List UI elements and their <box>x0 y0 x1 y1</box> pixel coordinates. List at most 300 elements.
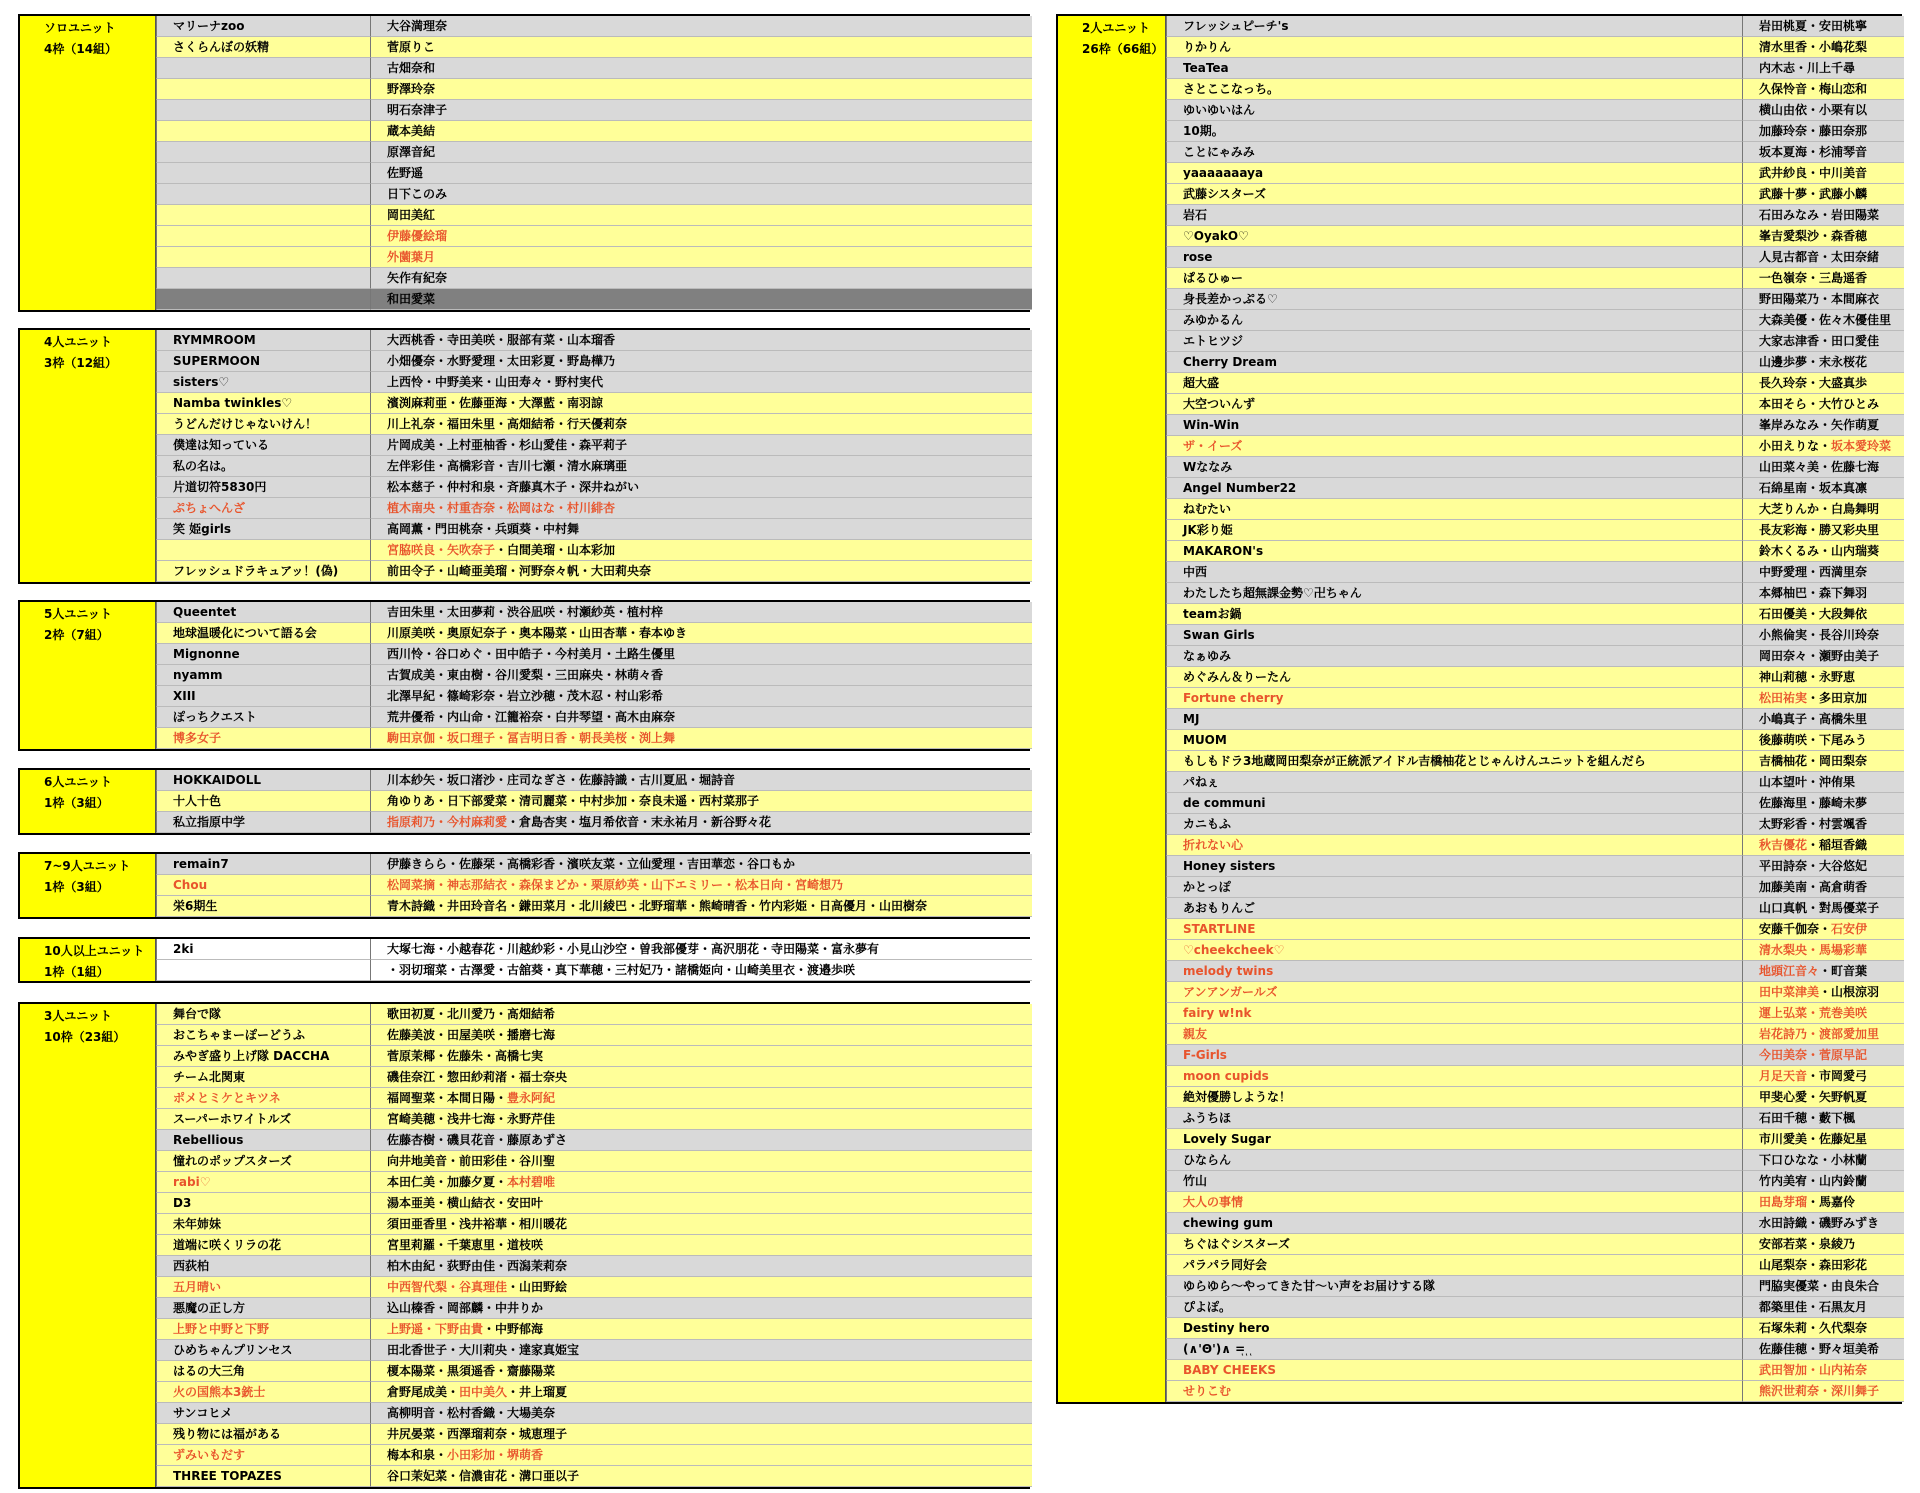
other-members: ・山田野絵 <box>507 1280 568 1294</box>
members-cell: 佐藤海里・藤崎未夢 <box>1742 793 1904 814</box>
members-cell: 蔵本美結 <box>370 121 1032 142</box>
members-cell: 石田みなみ・岩田陽菜 <box>1742 205 1904 226</box>
members-cell: 本郷柚巴・森下舞羽 <box>1742 583 1904 604</box>
members-cell: 上西怜・中野美来・山田寿々・野村実代 <box>370 372 1032 393</box>
members-cell: 加藤玲奈・藤田奈那 <box>1742 121 1904 142</box>
other-members: ・井上瑠夏 <box>507 1385 568 1399</box>
members-cell: 門脇実優菜・由良朱合 <box>1742 1276 1904 1297</box>
members-cell: 佐野遥 <box>370 163 1032 184</box>
unit-name-cell: 博多女子 <box>156 728 370 749</box>
unit-name-cell: MAKARON's <box>1166 541 1742 562</box>
group-title: ソロユニット <box>44 21 116 35</box>
members-cell: 明石奈津子 <box>370 100 1032 121</box>
unit-name-cell: ♡OyakO♡ <box>1166 226 1742 247</box>
group-label <box>1058 16 1166 1402</box>
unit-name-cell: もしもドラ3地蔵岡田梨奈が正統派アイドル吉橋柚花とじゃんけんユニットを組んだら <box>1166 751 1742 772</box>
members-cell: 宮里莉羅・千葉恵里・道枝咲 <box>370 1235 1032 1256</box>
group-label <box>20 770 156 833</box>
members-cell: 濱渕麻莉亜・佐藤亜海・大澤藍・南羽諒 <box>370 393 1032 414</box>
unit-name-cell: 私立指原中学 <box>156 812 370 833</box>
unit-name-cell: 栄6期生 <box>156 896 370 917</box>
unit-name-cell: THREE TOPAZES <box>156 1466 370 1487</box>
unit-name-cell: アンアンガールズ <box>1166 982 1742 1003</box>
unit-name-cell <box>156 121 370 142</box>
members-cell: 武田智加・山内祐奈 <box>1742 1360 1904 1381</box>
unit-name-cell: nyamm <box>156 665 370 686</box>
members-cell: 矢作有紀奈 <box>370 268 1032 289</box>
members-cell: 大西桃香・寺田美咲・服部有菜・山本瑠香 <box>370 330 1032 351</box>
members-cell <box>1742 835 1904 856</box>
unit-group-five <box>18 600 1030 751</box>
unit-group-seven <box>18 852 1030 919</box>
unit-name-cell: Namba twinkles♡ <box>156 393 370 414</box>
unit-name-cell: みやぎ盛り上げ隊 DACCHA <box>156 1046 370 1067</box>
members-cell: 武藤十夢・武藤小麟 <box>1742 184 1904 205</box>
unit-name-cell: 悪魔の正し方 <box>156 1298 370 1319</box>
unit-name-cell <box>156 289 370 310</box>
other-members: ・稲垣香織 <box>1807 838 1868 852</box>
members-cell: 左伴彩佳・高橋彩音・吉川七瀬・清水麻璃亜 <box>370 456 1032 477</box>
unit-name-cell: パねぇ <box>1166 772 1742 793</box>
unit-name-cell: フレッシュピーチ's <box>1166 16 1742 37</box>
members-cell: 大塚七海・小越春花・川越紗彩・小見山沙空・曽我部優芽・高沢朋花・寺田陽菜・富永夢有 <box>370 939 1032 960</box>
members-cell: 井尻晏菜・西澤瑠莉奈・城恵理子 <box>370 1424 1032 1445</box>
highlighted-members: 田中美久 <box>459 1385 508 1399</box>
members-cell: 原澤音紀 <box>370 142 1032 163</box>
unit-name-cell: 火の国熊本3銃士 <box>156 1382 370 1403</box>
group-title: 4人ユニット <box>44 335 112 349</box>
unit-name-cell: Wななみ <box>1166 457 1742 478</box>
unit-name-cell: MUOM <box>1166 730 1742 751</box>
other-members: ・山根涼羽 <box>1819 985 1880 999</box>
highlighted-members: 石安伊 <box>1831 922 1868 936</box>
unit-name-cell: 竹山 <box>1166 1171 1742 1192</box>
highlighted-members: 秋吉優花 <box>1759 838 1808 852</box>
other-members: 梅本和泉・ <box>387 1448 448 1462</box>
members-cell: 山口真帆・對馬優菜子 <box>1742 898 1904 919</box>
unit-name-cell: ザ・イーズ <box>1166 436 1742 457</box>
members-cell <box>1742 688 1904 709</box>
members-cell: 込山榛香・岡部麟・中井りか <box>370 1298 1032 1319</box>
members-cell: 石綿星南・坂本真凛 <box>1742 478 1904 499</box>
unit-name-cell: 親友 <box>1166 1024 1742 1045</box>
unit-name-cell: ぽっちクエスト <box>156 707 370 728</box>
highlighted-members: 豊永阿紀 <box>507 1091 556 1105</box>
unit-name-cell <box>156 247 370 268</box>
members-cell: 菅原茉椰・佐藤朱・高橋七実 <box>370 1046 1032 1067</box>
members-cell: 松岡菜摘・神志那結衣・森保まどか・栗原紗英・山下エミリー・松本日向・宮崎想乃 <box>370 875 1032 896</box>
unit-name-cell: ゆいゆいはん <box>1166 100 1742 121</box>
members-cell: 柏木由紀・荻野由佳・西潟茉莉奈 <box>370 1256 1032 1277</box>
members-cell: 角ゆりあ・日下部愛菜・清司麗菜・中村歩加・奈良未遥・西村菜那子 <box>370 791 1032 812</box>
members-cell: 駒田京伽・坂口理子・冨吉明日香・朝長美桜・渕上舞 <box>370 728 1032 749</box>
unit-name-cell: ぷちょへんざ <box>156 498 370 519</box>
members-cell <box>1742 1192 1904 1213</box>
members-cell: 前田令子・山崎亜美瑠・河野奈々帆・大田莉央奈 <box>370 561 1032 582</box>
members-cell: 平田詩奈・大谷悠妃 <box>1742 856 1904 877</box>
members-cell: 片岡成美・上村亜柚香・杉山愛佳・森平莉子 <box>370 435 1032 456</box>
members-cell: 松本慈子・仲村和泉・斉藤真木子・深井ねがい <box>370 477 1032 498</box>
unit-name-cell: 僕達は知っている <box>156 435 370 456</box>
unit-name-cell: さとここなっち。 <box>1166 79 1742 100</box>
group-title: 3人ユニット <box>44 1009 112 1023</box>
unit-name-cell: マリーナzoo <box>156 16 370 37</box>
highlighted-members: 小田彩加・堺萌香 <box>447 1448 544 1462</box>
members-cell: 横山由依・小栗有以 <box>1742 100 1904 121</box>
unit-name-cell <box>156 163 370 184</box>
members-cell: 山邊歩夢・末永桜花 <box>1742 352 1904 373</box>
unit-name-cell <box>156 205 370 226</box>
highlighted-members: 田中菜津美 <box>1759 985 1820 999</box>
unit-name-cell <box>156 79 370 100</box>
group-title: 7~9人ユニット <box>44 859 131 873</box>
highlighted-members: 田島芽瑠 <box>1759 1195 1808 1209</box>
unit-name-cell: エトヒツジ <box>1166 331 1742 352</box>
members-cell: 峯吉愛梨沙・森香穂 <box>1742 226 1904 247</box>
members-cell: 外薗葉月 <box>370 247 1032 268</box>
group-count: 26枠（66組） <box>1082 42 1164 56</box>
members-cell: 石田優美・大段舞依 <box>1742 604 1904 625</box>
unit-name-cell: 地球温暖化について語る会 <box>156 623 370 644</box>
unit-name-cell: わたしたち超無課金勢♡卍ちゃん <box>1166 583 1742 604</box>
unit-name-cell: XIII <box>156 686 370 707</box>
members-cell: 今田美奈・菅原早記 <box>1742 1045 1904 1066</box>
group-count: 10枠（23組） <box>44 1030 126 1044</box>
members-cell: 和田愛菜 <box>370 289 1032 310</box>
members-cell: 伊藤優絵瑠 <box>370 226 1032 247</box>
unit-name-cell: Cherry Dream <box>1166 352 1742 373</box>
members-cell: 小熊倫実・長谷川玲奈 <box>1742 625 1904 646</box>
members-cell: 菅原りこ <box>370 37 1032 58</box>
unit-group-solo <box>18 14 1030 312</box>
unit-name-cell: はるの大三角 <box>156 1361 370 1382</box>
members-cell: 石塚朱莉・久代梨奈 <box>1742 1318 1904 1339</box>
members-cell: 古賀成美・東由樹・谷川愛梨・三田麻央・林萌々香 <box>370 665 1032 686</box>
members-cell: 野田陽菜乃・本間麻衣 <box>1742 289 1904 310</box>
unit-name-cell: melody twins <box>1166 961 1742 982</box>
group-label <box>20 330 156 582</box>
members-cell <box>1742 1066 1904 1087</box>
unit-name-cell: ちぐはぐシスターズ <box>1166 1234 1742 1255</box>
unit-group-six <box>18 768 1030 835</box>
other-members: ・馬嘉伶 <box>1807 1195 1856 1209</box>
unit-name-cell: Win-Win <box>1166 415 1742 436</box>
unit-group-two <box>1056 14 1902 1404</box>
unit-name-cell: 上野と中野と下野 <box>156 1319 370 1340</box>
unit-name-cell: Fortune cherry <box>1166 688 1742 709</box>
members-cell: 内木志・川上千尋 <box>1742 58 1904 79</box>
other-members: ・中野郁海 <box>483 1322 544 1336</box>
members-cell: 古畑奈和 <box>370 58 1032 79</box>
members-cell <box>370 1382 1032 1403</box>
unit-name-cell: なぁゆみ <box>1166 646 1742 667</box>
unit-name-cell: 舞台で隊 <box>156 1004 370 1025</box>
highlighted-members: 松田祐実 <box>1759 691 1808 705</box>
unit-group-four <box>18 328 1030 584</box>
unit-name-cell: RYMMROOM <box>156 330 370 351</box>
group-count: 2枠（7組） <box>44 628 109 642</box>
members-cell: 吉田朱里・太田夢莉・渋谷凪咲・村瀬紗英・植村梓 <box>370 602 1032 623</box>
members-cell: 佐藤杏樹・磯貝花音・藤原あずさ <box>370 1130 1032 1151</box>
group-title: 2人ユニット <box>1082 21 1150 35</box>
members-cell: 小畑優奈・水野愛理・太田彩夏・野島樺乃 <box>370 351 1032 372</box>
unit-name-cell: ふうちほ <box>1166 1108 1742 1129</box>
members-cell: 青木詩織・井田玲音名・鎌田菜月・北川綾巴・北野瑠華・熊崎晴香・竹内彩姫・日高優月・山田樹奈 <box>370 896 1032 917</box>
unit-name-cell: りかりん <box>1166 37 1742 58</box>
unit-name-cell: せりこむ <box>1166 1381 1742 1402</box>
other-members: ・市岡愛弓 <box>1807 1069 1868 1083</box>
other-members: 小田えりな・ <box>1759 439 1832 453</box>
group-count: 1枠（3組） <box>44 796 109 810</box>
unit-name-cell: MJ <box>1166 709 1742 730</box>
members-cell: 歌田初夏・北川愛乃・髙畑結希 <box>370 1004 1032 1025</box>
group-count: 1枠（3組） <box>44 880 109 894</box>
group-count: 4枠（14組） <box>44 42 118 56</box>
members-cell: 武井紗良・中川美音 <box>1742 163 1904 184</box>
highlighted-members: 中西智代梨・谷真理佳 <box>387 1280 508 1294</box>
unit-name-cell: 未年姉妹 <box>156 1214 370 1235</box>
unit-name-cell: moon cupids <box>1166 1066 1742 1087</box>
other-members: ・多田京加 <box>1807 691 1868 705</box>
unit-name-cell: めぐみん＆りーたん <box>1166 667 1742 688</box>
members-cell: 高柳明音・松村香織・大場美奈 <box>370 1403 1032 1424</box>
members-cell: 市川愛美・佐藤妃星 <box>1742 1129 1904 1150</box>
members-cell: 坂本夏海・杉浦琴音 <box>1742 142 1904 163</box>
other-members: 安藤千伽奈・ <box>1759 922 1832 936</box>
unit-name-cell: Queentet <box>156 602 370 623</box>
unit-name-cell: 絶対優勝しような！ <box>1166 1087 1742 1108</box>
unit-name-cell: 2ki <box>156 939 370 960</box>
other-members: 本田仁美・加藤夕夏・ <box>387 1175 508 1189</box>
group-title: 10人以上ユニット <box>44 944 145 958</box>
members-cell: 向井地美音・前田彩佳・谷川聖 <box>370 1151 1032 1172</box>
unit-name-cell: パラパラ同好会 <box>1166 1255 1742 1276</box>
unit-name-cell: ひならん <box>1166 1150 1742 1171</box>
members-cell: 下口ひなな・小林蘭 <box>1742 1150 1904 1171</box>
unit-name-cell <box>156 226 370 247</box>
members-cell: 川本紗矢・坂口渚沙・庄司なぎさ・佐藤詩識・古川夏凪・堀詩音 <box>370 770 1032 791</box>
unit-name-cell: ことにゃみみ <box>1166 142 1742 163</box>
unit-name-cell: ぱるひゅー <box>1166 268 1742 289</box>
unit-name-cell: 10期。 <box>1166 121 1742 142</box>
unit-name-cell: おこちゃまーぽーどうふ <box>156 1025 370 1046</box>
members-cell: 大森美優・佐々木優佳里 <box>1742 310 1904 331</box>
unit-name-cell: ひめちゃんプリンセス <box>156 1340 370 1361</box>
members-cell: 伊藤きらら・佐藤栞・高橋彩香・濱咲友菜・立仙愛理・吉田華恋・谷口もか <box>370 854 1032 875</box>
highlighted-members: 指原莉乃・今村麻莉愛 <box>387 815 508 829</box>
members-cell: 湯本亜美・横山結衣・安田叶 <box>370 1193 1032 1214</box>
unit-name-cell: de communi <box>1166 793 1742 814</box>
unit-name-cell: 武藤シスターズ <box>1166 184 1742 205</box>
members-cell: 太野彩香・村雲颯香 <box>1742 814 1904 835</box>
members-cell: 山本望叶・沖侑果 <box>1742 772 1904 793</box>
members-cell <box>1742 436 1904 457</box>
unit-name-cell: BABY CHEEKS <box>1166 1360 1742 1381</box>
members-cell: 山尾梨奈・森田彩花 <box>1742 1255 1904 1276</box>
unit-name-cell: Mignonne <box>156 644 370 665</box>
members-cell: 山田菜々美・佐藤七海 <box>1742 457 1904 478</box>
unit-name-cell: 片道切符5830円 <box>156 477 370 498</box>
highlighted-members: 上野遥・下野由貴 <box>387 1322 484 1336</box>
highlighted-members: 月足天音 <box>1759 1069 1808 1083</box>
members-cell: 佐藤美波・田屋美咲・播磨七海 <box>370 1025 1032 1046</box>
group-label <box>20 939 156 981</box>
members-cell: 清水里香・小嶋花梨 <box>1742 37 1904 58</box>
members-cell: 中野愛理・西満里奈 <box>1742 562 1904 583</box>
unit-name-cell: ずみいもだす <box>156 1445 370 1466</box>
unit-name-cell: SUPERMOON <box>156 351 370 372</box>
members-cell: 川原美咲・奥原妃奈子・奥本陽菜・山田杏華・春本ゆき <box>370 623 1032 644</box>
unit-name-cell: 五月晴い <box>156 1277 370 1298</box>
members-cell: 本田そら・大竹ひとみ <box>1742 394 1904 415</box>
unit-name-cell: Angel Number22 <box>1166 478 1742 499</box>
members-cell <box>1742 919 1904 940</box>
members-cell <box>370 1277 1032 1298</box>
unit-name-cell: 私の名は。 <box>156 456 370 477</box>
unit-name-cell: フレッシュドラキュアッ！(偽) <box>156 561 370 582</box>
unit-name-cell: かとっぽ <box>1166 877 1742 898</box>
unit-name-cell: JK彩り姫 <box>1166 520 1742 541</box>
unit-group-three <box>18 1002 1030 1489</box>
unit-name-cell: 笑 姫girls <box>156 519 370 540</box>
unit-name-cell: teamお鍋 <box>1166 604 1742 625</box>
members-cell: 安部若菜・泉綾乃 <box>1742 1234 1904 1255</box>
unit-name-cell: ねむたい <box>1166 499 1742 520</box>
members-cell <box>370 1445 1032 1466</box>
unit-name-cell: 憧れのポップスターズ <box>156 1151 370 1172</box>
unit-group-ten <box>18 937 1030 983</box>
members-cell: 大谷満理奈 <box>370 16 1032 37</box>
members-cell: 榎本陽菜・黒須遥香・齋藤陽菜 <box>370 1361 1032 1382</box>
members-cell: 清水梨央・馬場彩華 <box>1742 940 1904 961</box>
members-cell <box>370 1172 1032 1193</box>
unit-name-cell: Destiny hero <box>1166 1318 1742 1339</box>
members-cell: 大芝りんか・白鳥舞明 <box>1742 499 1904 520</box>
unit-name-cell: chewing gum <box>1166 1213 1742 1234</box>
members-cell <box>370 1088 1032 1109</box>
highlighted-members: 地頭江音々 <box>1759 964 1820 978</box>
unit-name-cell: fairy w!nk <box>1166 1003 1742 1024</box>
unit-name-cell <box>156 142 370 163</box>
members-cell: 竹内美宥・山内鈴蘭 <box>1742 1171 1904 1192</box>
unit-name-cell: HOKKAIDOLL <box>156 770 370 791</box>
group-label <box>20 602 156 749</box>
members-cell: 田北香世子・大川莉央・達家真姫宝 <box>370 1340 1032 1361</box>
group-title: 5人ユニット <box>44 607 112 621</box>
members-cell: 大家志津香・田口愛佳 <box>1742 331 1904 352</box>
other-members: 倉野尾成美・ <box>387 1385 460 1399</box>
group-label <box>20 854 156 917</box>
members-cell: 谷口茉妃菜・信濃宙花・溝口亜以子 <box>370 1466 1032 1487</box>
unit-name-cell: 大人の事情 <box>1166 1192 1742 1213</box>
unit-name-cell: カニもふ <box>1166 814 1742 835</box>
members-cell: 運上弘菜・荒巻美咲 <box>1742 1003 1904 1024</box>
members-cell: 鈴木くるみ・山内瑞葵 <box>1742 541 1904 562</box>
unit-name-cell: 道端に咲くリラの花 <box>156 1235 370 1256</box>
highlighted-members: 宮脇咲良・矢吹奈子 <box>387 543 496 557</box>
members-cell: 磯佳奈江・惣田紗莉渚・福士奈央 <box>370 1067 1032 1088</box>
members-cell: 神山莉穂・永野恵 <box>1742 667 1904 688</box>
members-cell: 久保怜音・梅山恋和 <box>1742 79 1904 100</box>
members-cell: 岩花詩乃・渡部愛加里 <box>1742 1024 1904 1045</box>
members-cell: 岡田美紅 <box>370 205 1032 226</box>
other-members: ・倉島杏実・塩月希依音・末永祐月・新谷野々花 <box>507 815 772 829</box>
unit-name-cell: 身長差かっぷる♡ <box>1166 289 1742 310</box>
members-cell: 川上礼奈・福田朱里・高畑結希・行天優莉奈 <box>370 414 1032 435</box>
members-cell <box>370 1319 1032 1340</box>
unit-name-cell: サンコヒメ <box>156 1403 370 1424</box>
unit-name-cell: 岩石 <box>1166 205 1742 226</box>
unit-name-cell: TeaTea <box>1166 58 1742 79</box>
members-cell: 熊沢世莉奈・深川舞子 <box>1742 1381 1904 1402</box>
members-cell: 一色嶺奈・三島遥香 <box>1742 268 1904 289</box>
unit-name-cell <box>156 540 370 561</box>
other-members: 福岡聖菜・本間日陽・ <box>387 1091 508 1105</box>
unit-name-cell: yaaaaaaaya <box>1166 163 1742 184</box>
unit-name-cell: ♡cheekcheek♡ <box>1166 940 1742 961</box>
members-cell: 植木南央・村重杏奈・松岡はな・村川緋杏 <box>370 498 1032 519</box>
unit-name-cell: (∧'Θ')∧ =ͅ ͅ ͅ <box>1166 1339 1742 1360</box>
unit-name-cell: 十人十色 <box>156 791 370 812</box>
members-cell: 後藤萌咲・下尾みう <box>1742 730 1904 751</box>
unit-name-cell: ポメとミケとキツネ <box>156 1088 370 1109</box>
unit-name-cell: D3 <box>156 1193 370 1214</box>
members-cell: 吉橋柚花・岡田梨奈 <box>1742 751 1904 772</box>
members-cell: 野澤玲奈 <box>370 79 1032 100</box>
unit-name-cell: rose <box>1166 247 1742 268</box>
unit-name-cell: STARTLINE <box>1166 919 1742 940</box>
group-count: 3枠（12組） <box>44 356 118 370</box>
members-cell: 荒井優希・内山命・江籠裕奈・白井琴望・高木由麻奈 <box>370 707 1032 728</box>
unit-name-cell: チーム北関東 <box>156 1067 370 1088</box>
members-cell <box>370 812 1032 833</box>
unit-name-cell <box>156 268 370 289</box>
highlighted-members: 本村碧唯 <box>507 1175 556 1189</box>
unit-name-cell: sisters♡ <box>156 372 370 393</box>
unit-name-cell: 大空ついんず <box>1166 394 1742 415</box>
members-cell: 人見古都音・太田奈緒 <box>1742 247 1904 268</box>
members-cell: 高岡薫・門田桃奈・兵頭葵・中村舞 <box>370 519 1032 540</box>
members-cell: 日下このみ <box>370 184 1032 205</box>
group-label <box>20 1004 156 1487</box>
other-members: ・白間美瑠・山本彩加 <box>495 543 616 557</box>
members-cell: 佐藤佳穂・野々垣美希 <box>1742 1339 1904 1360</box>
unit-name-cell <box>156 960 370 981</box>
members-cell: 都築里佳・石黒友月 <box>1742 1297 1904 1318</box>
unit-name-cell: Rebellious <box>156 1130 370 1151</box>
members-cell <box>1742 961 1904 982</box>
unit-name-cell: うどんだけじゃないけん！ <box>156 414 370 435</box>
members-cell: 加藤美南・高倉萌香 <box>1742 877 1904 898</box>
unit-name-cell: 西荻柏 <box>156 1256 370 1277</box>
unit-name-cell: Chou <box>156 875 370 896</box>
unit-name-cell: みゆかるん <box>1166 310 1742 331</box>
unit-name-cell: ゆらゆら〜やってきた甘〜い声をお届けする隊 <box>1166 1276 1742 1297</box>
unit-name-cell: Honey sisters <box>1166 856 1742 877</box>
unit-name-cell <box>156 100 370 121</box>
other-members: ・町音葉 <box>1819 964 1868 978</box>
unit-name-cell <box>156 184 370 205</box>
group-label <box>20 16 156 310</box>
members-cell: ・羽切瑠菜・古澤愛・古舘葵・真下華穂・三村妃乃・諸橋姫向・山崎美里衣・渡邉歩咲 <box>370 960 1032 981</box>
members-cell: 峯岸みなみ・矢作萌夏 <box>1742 415 1904 436</box>
members-cell: 小嶋真子・高橋朱里 <box>1742 709 1904 730</box>
members-cell: 岡田奈々・瀬野由美子 <box>1742 646 1904 667</box>
members-cell: 甲斐心愛・矢野帆夏 <box>1742 1087 1904 1108</box>
unit-name-cell: Swan Girls <box>1166 625 1742 646</box>
unit-name-cell: F-Girls <box>1166 1045 1742 1066</box>
members-cell: 長久玲奈・大盛真歩 <box>1742 373 1904 394</box>
